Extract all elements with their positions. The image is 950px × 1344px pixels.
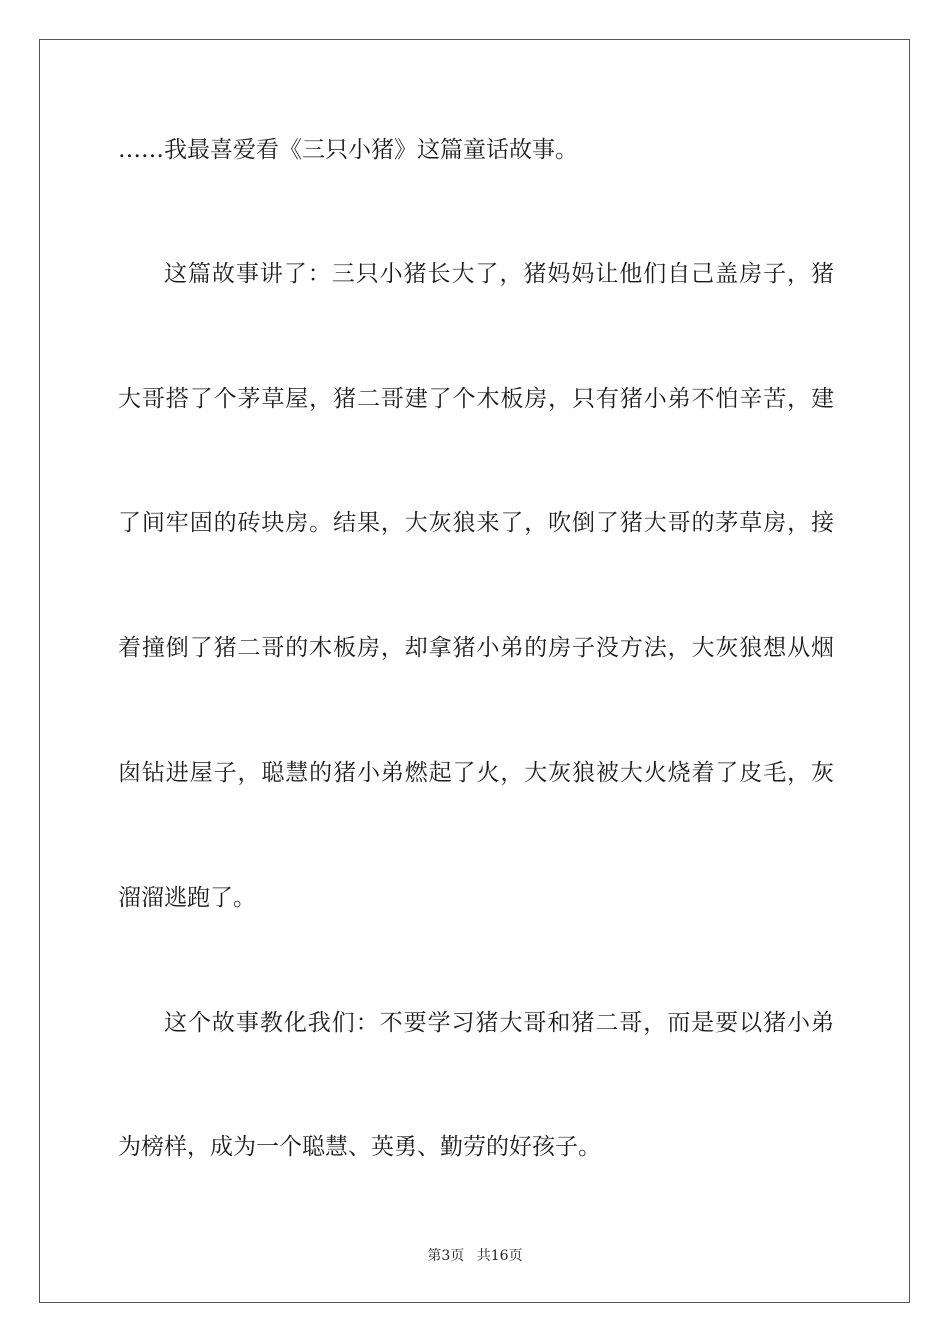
text-line-7: 溜溜逃跑了。 (118, 885, 256, 911)
text-line-5: 着撞倒了猪二哥的木板房，却拿猪小弟的房子没方法，大灰狼想从烟 (118, 635, 834, 661)
text-line-8: 这个故事教化我们：不要学习猪大哥和猪二哥，而是要以猪小弟 (164, 1010, 834, 1036)
page-number: 第3页 (427, 1248, 465, 1264)
text-line-1: ……我最喜爱看《三只小猪》这篇童话故事。 (118, 137, 578, 163)
page-footer (0, 1247, 950, 1265)
text-line-3: 大哥搭了个茅草屋，猪二哥建了个木板房，只有猪小弟不怕辛苦，建 (118, 386, 834, 412)
text-line-4: 了间牢固的砖块房。结果，大灰狼来了，吹倒了猪大哥的茅草房，接 (118, 510, 834, 536)
text-line-6: 囱钻进屋子，聪慧的猪小弟燃起了火，大灰狼被大火烧着了皮毛，灰 (118, 760, 834, 786)
text-line-2: 这篇故事讲了：三只小猪长大了，猪妈妈让他们自己盖房子，猪 (164, 261, 834, 287)
page-border (39, 39, 910, 1303)
page-total: 共16页 (476, 1248, 523, 1264)
text-line-9: 为榜样，成为一个聪慧、英勇、勤劳的好孩子。 (118, 1134, 601, 1160)
